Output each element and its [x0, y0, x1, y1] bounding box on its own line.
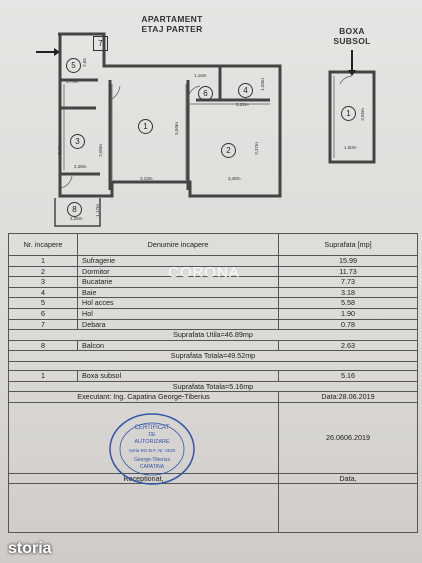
dim-label: 1,50m [259, 78, 265, 91]
room-5-marker: 5 [66, 58, 81, 73]
cell-nr: 2 [9, 266, 78, 277]
cell-nr: 8 [9, 340, 78, 351]
room-3-marker: 3 [70, 134, 85, 149]
executant-row [9, 392, 418, 403]
received: Receptionat, [9, 473, 279, 484]
box-room-marker: 1 [341, 106, 356, 121]
cell-area: 11.73 [279, 266, 418, 277]
floor-plan-drawing [0, 0, 422, 232]
received-date: Data, [279, 473, 418, 484]
cell-area: 5.58 [279, 298, 418, 309]
table-row [9, 319, 418, 330]
cell-nr: 1 [9, 370, 78, 381]
dim-label: 3,55m [359, 108, 365, 121]
room-6-marker: 6 [198, 86, 213, 101]
signature-date: 26.0606.2019 [279, 402, 418, 473]
cell-name: Bucatarie [78, 277, 279, 288]
executant: Executant: Ing. Capatina George-Tiberius [9, 392, 279, 403]
cell-nr: 4 [9, 287, 78, 298]
dim-label: 2,85 [81, 58, 87, 67]
blank-cell [9, 484, 279, 533]
svg-text:AUTORIZARE: AUTORIZARE [134, 439, 170, 445]
util-total-row [9, 330, 418, 341]
cell-area: 1.90 [279, 308, 418, 319]
cell-area: 2.63 [279, 340, 418, 351]
cell-nr: 7 [9, 319, 78, 330]
cell-name: Baie [78, 287, 279, 298]
cell-nr: 1 [9, 256, 78, 267]
room-2-marker: 2 [221, 143, 236, 158]
util-total: Suprafata Utila=46.89mp [9, 330, 418, 341]
room-1-marker: 1 [138, 119, 153, 134]
table-row [9, 308, 418, 319]
cell-nr: 5 [9, 298, 78, 309]
dim-label: 3,48m [228, 176, 241, 181]
title-line2: ETAJ PARTER [141, 24, 203, 34]
dim-label: 2,09m [97, 144, 103, 157]
box-title-line1: BOXA [339, 26, 365, 36]
dim-label: 1,70m [66, 79, 79, 84]
dim-label: 1,50m [344, 145, 357, 150]
header-area: Suprafata [mp] [279, 234, 418, 256]
room-4-marker: 4 [238, 83, 253, 98]
box-row [9, 370, 418, 381]
blank-cell [279, 484, 418, 533]
cell-name: Hol acces [78, 298, 279, 309]
separator [9, 361, 418, 370]
table-row [9, 287, 418, 298]
table-header [9, 234, 418, 256]
svg-text:George-Tiberius: George-Tiberius [134, 457, 170, 463]
svg-text:DE: DE [148, 432, 156, 438]
authorization-stamp [107, 411, 197, 491]
room-8-marker: 8 [67, 202, 82, 217]
cell-name: Sufragerie [78, 256, 279, 267]
dim-label: 3,41m [56, 142, 62, 155]
cell-area: 5.16 [279, 370, 418, 381]
room-7-marker: 7 [93, 36, 108, 51]
received-row [9, 473, 418, 484]
cell-area: 0.78 [279, 319, 418, 330]
dim-label: 3,13m [140, 176, 153, 181]
separator-row [9, 361, 418, 370]
cell-name: Hol [78, 308, 279, 319]
svg-text:CAPATINA: CAPATINA [139, 464, 165, 470]
box-title-line2: SUBSOL [333, 36, 371, 46]
cell-area: 7.73 [279, 277, 418, 288]
dim-label: 2,28m [74, 164, 87, 169]
title-line1: APARTAMENT [141, 14, 203, 24]
balcony-row [9, 340, 418, 351]
svg-text:Seria RO-B-F, Nr. 0530: Seria RO-B-F, Nr. 0530 [128, 448, 176, 453]
table-row [9, 298, 418, 309]
svg-text:CERTIFICAT: CERTIFICAT [134, 425, 170, 431]
dim-label: 2,22m [236, 102, 249, 107]
cell-nr: 6 [9, 308, 78, 319]
dim-label: 1,16m [194, 73, 207, 78]
dim-label: 5,50m [173, 122, 179, 135]
watermark: CORONA [168, 264, 240, 281]
stamp-row [9, 402, 418, 473]
cell-area: 15.99 [279, 256, 418, 267]
header-nr: Nr. incapere [9, 234, 78, 256]
cell-nr: 3 [9, 277, 78, 288]
box-total-row [9, 381, 418, 392]
storia-logo: storia [8, 540, 52, 557]
cell-name: Balcon [78, 340, 279, 351]
dim-label: 2,25m [70, 216, 83, 221]
header-name: Denumire incapere [78, 234, 279, 256]
dim-label: 3,37m [253, 142, 259, 155]
blank-row [9, 484, 418, 533]
cell-name: Boxa subsol [78, 370, 279, 381]
executant-date: Data:28.06.2019 [279, 392, 418, 403]
cell-name: Debara [78, 319, 279, 330]
dim-label: 1,17m [94, 204, 100, 217]
box-total: Suprafata Totala=5.16mp [9, 381, 418, 392]
cell-area: 3.18 [279, 287, 418, 298]
total-row [9, 351, 418, 362]
cell-name: Dormitor [78, 266, 279, 277]
total: Suprafata Totala=49.52mp [9, 351, 418, 362]
